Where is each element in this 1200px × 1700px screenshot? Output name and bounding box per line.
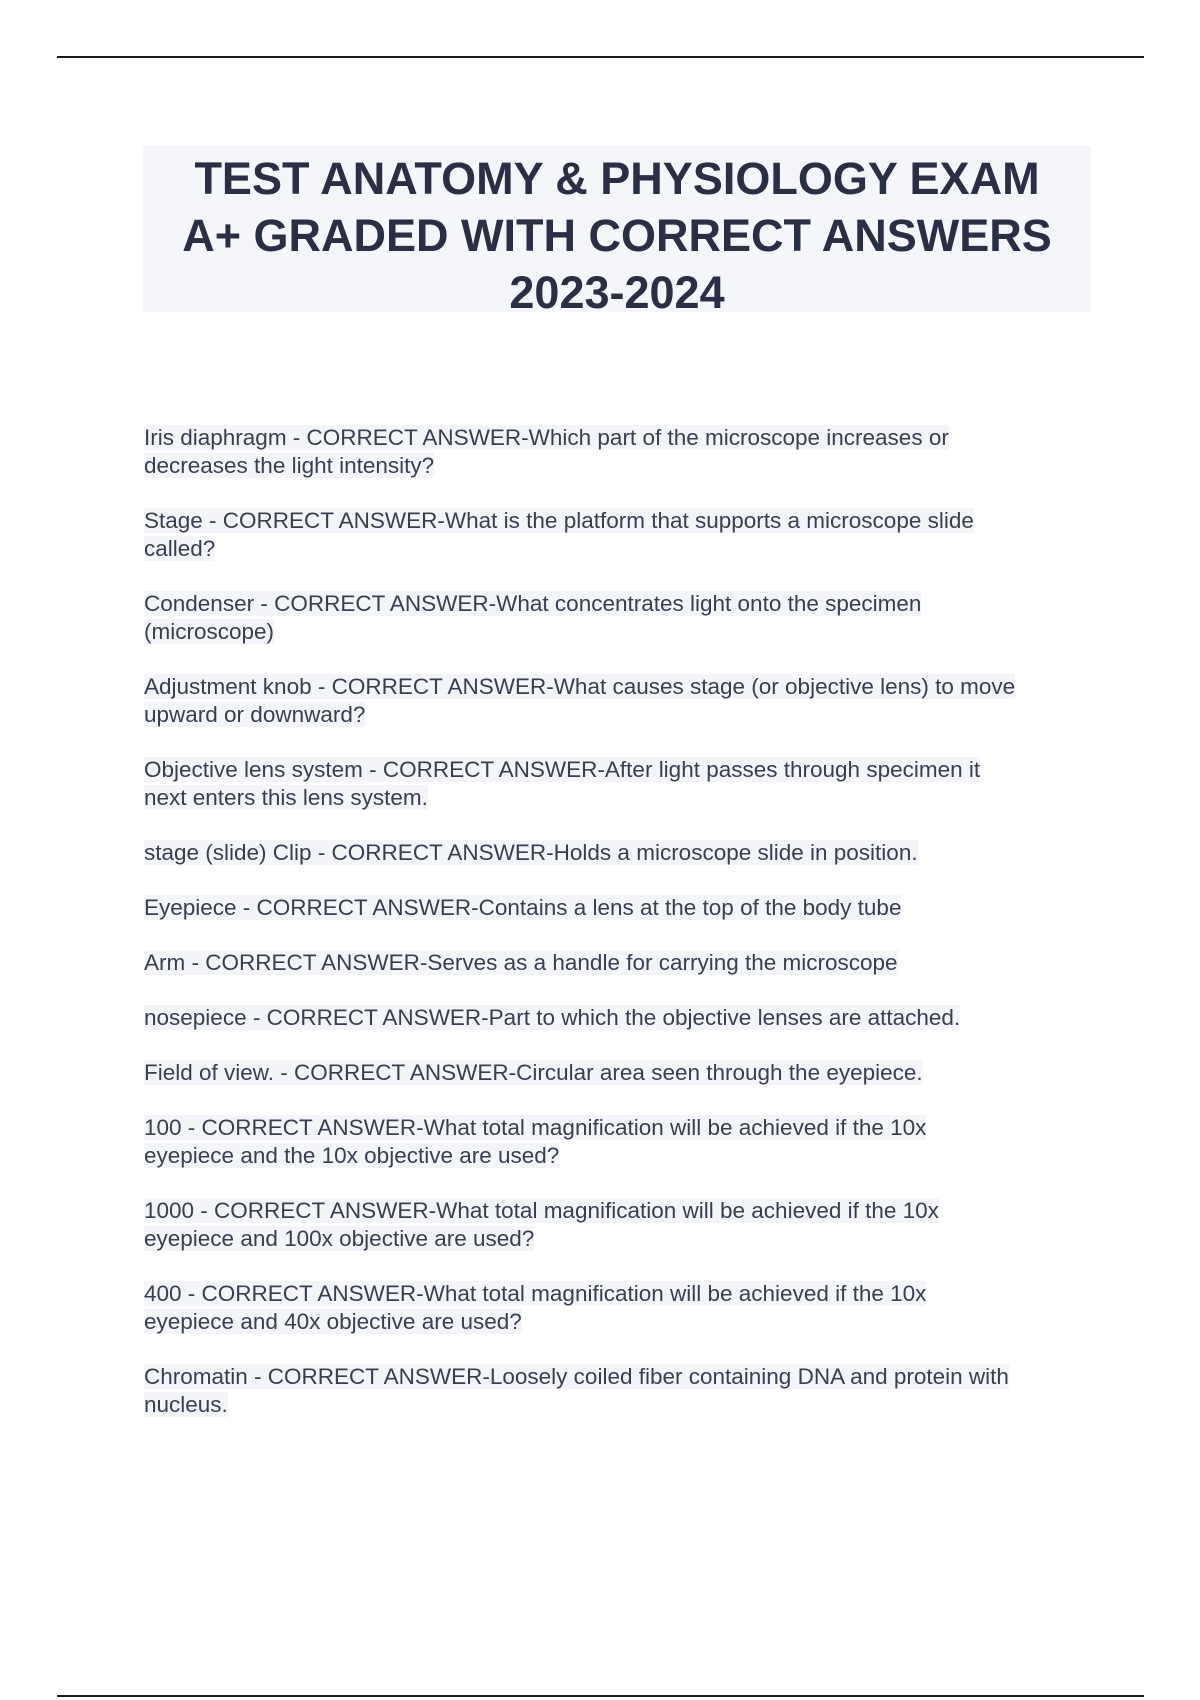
bottom-rule xyxy=(57,1695,1144,1697)
top-rule xyxy=(57,56,1144,58)
qa-list xyxy=(144,424,1094,1446)
title-line-3: 2023-2024 xyxy=(509,267,725,318)
qa-item xyxy=(144,1197,1094,1253)
qa-item xyxy=(144,1059,1094,1087)
qa-item xyxy=(144,894,1094,922)
qa-line: stage (slide) Clip - CORRECT ANSWER-Holds a microscope slide in position. xyxy=(144,840,918,865)
qa-line: called? xyxy=(144,536,216,561)
qa-line: eyepiece and 100x objective are used? xyxy=(144,1226,535,1251)
qa-line: Adjustment knob - CORRECT ANSWER-What causes stage (or objective lens) to move xyxy=(144,674,1016,699)
qa-line: decreases the light intensity? xyxy=(144,453,435,478)
title-line-2: A+ GRADED WITH CORRECT ANSWERS xyxy=(182,210,1052,261)
qa-item xyxy=(144,1363,1094,1419)
qa-line: nucleus. xyxy=(144,1392,228,1417)
qa-line: eyepiece and the 10x objective are used? xyxy=(144,1143,560,1168)
qa-item xyxy=(144,1004,1094,1032)
qa-item xyxy=(144,839,1094,867)
qa-item xyxy=(144,424,1094,480)
qa-line: nosepiece - CORRECT ANSWER-Part to which the objective lenses are attached. xyxy=(144,1005,961,1030)
qa-line: 100 - CORRECT ANSWER-What total magnification will be achieved if the 10x xyxy=(144,1115,927,1140)
qa-line: Stage - CORRECT ANSWER-What is the platform that supports a microscope slide xyxy=(144,508,974,533)
qa-line: next enters this lens system. xyxy=(144,785,428,810)
qa-item xyxy=(144,949,1094,977)
qa-line: 400 - CORRECT ANSWER-What total magnification will be achieved if the 10x xyxy=(144,1281,927,1306)
qa-line: 1000 - CORRECT ANSWER-What total magnification will be achieved if the 10x xyxy=(144,1198,939,1223)
qa-item xyxy=(144,673,1094,729)
qa-line: eyepiece and 40x objective are used? xyxy=(144,1309,522,1334)
qa-line: Iris diaphragm - CORRECT ANSWER-Which part of the microscope increases or xyxy=(144,425,949,450)
qa-item xyxy=(144,756,1094,812)
title-line-1: TEST ANATOMY & PHYSIOLOGY EXAM xyxy=(194,153,1040,204)
qa-item xyxy=(144,507,1094,563)
document-title xyxy=(143,146,1091,318)
qa-line: Eyepiece - CORRECT ANSWER-Contains a lens at the top of the body tube xyxy=(144,895,902,920)
qa-line: (microscope) xyxy=(144,619,275,644)
qa-line: Field of view. - CORRECT ANSWER-Circular area seen through the eyepiece. xyxy=(144,1060,923,1085)
qa-line: Chromatin - CORRECT ANSWER-Loosely coiled fiber containing DNA and protein with xyxy=(144,1364,1009,1389)
qa-item xyxy=(144,1114,1094,1170)
qa-item xyxy=(144,590,1094,646)
qa-item xyxy=(144,1280,1094,1336)
qa-line: upward or downward? xyxy=(144,702,366,727)
qa-line: Condenser - CORRECT ANSWER-What concentrates light onto the specimen xyxy=(144,591,922,616)
qa-line: Objective lens system - CORRECT ANSWER-After light passes through specimen it xyxy=(144,757,981,782)
qa-line: Arm - CORRECT ANSWER-Serves as a handle for carrying the microscope xyxy=(144,950,898,975)
